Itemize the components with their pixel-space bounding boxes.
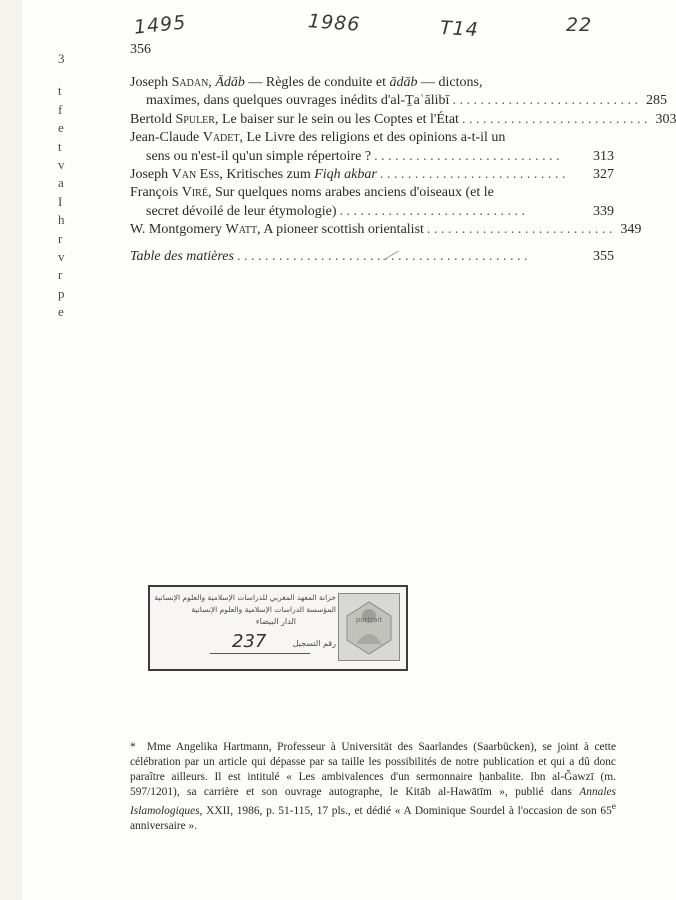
portrait-label: portrait (355, 616, 383, 624)
toc-entry (130, 184, 614, 221)
author-first-name: Joseph (130, 167, 169, 183)
footnote-text: , XXII, 1986, p. 51-115, 17 pls., et dédié « A Dominique Sourdel à l'occasion de son 65 (199, 805, 612, 818)
margin-letter: r (58, 267, 63, 283)
page-edge-shade (0, 0, 22, 900)
dot-leader: . . . . . . . . . . . . . . . . . . . . . . . . . . . (461, 111, 648, 127)
entry-title: sens ou n'est-il qu'un simple répertoire ? (146, 148, 372, 164)
entry-title-italic: Table des matières (130, 248, 234, 264)
entry-page: 327 (593, 167, 614, 183)
author-last-name: Watt (225, 222, 258, 238)
author-first-name: Jean-Claude (130, 130, 200, 146)
footnote-text: Mme Angelika Hartmann, Professeur à Universität des Saarlandes (Saarbücken), se joint à cette célébration par un article qui dépasse par sa taille les possibilités de notre publication et qui a dû donc paraître ailleurs. Il est intitulé « Les ambivalences d'un sermonnaire ḥanbalite. Ibn al-Ǧawzī (m. 597/1201), sa carrière et son ouvrage autographe, le Kitāb al-Hawātīm », publié dans (130, 741, 616, 799)
author-last-name: Spuler (175, 111, 215, 127)
footnote-superscript: e (611, 802, 616, 813)
margin-letter: h (58, 212, 65, 228)
margin-letter: e (58, 304, 64, 320)
margin-letter: v (58, 156, 65, 172)
stamp-reg-underline (210, 653, 310, 654)
margin-letter: a (58, 175, 64, 191)
footnote-journal: Annales Islamologiques (130, 786, 616, 818)
author-last-name: Sadan (171, 75, 209, 90)
entry-page: 313 (593, 148, 614, 164)
dot-leader: . . . . . . . . . . . . . . . . . . . . . . . . . . . (426, 222, 613, 238)
entry-title: , Sur quelques noms arabes anciens d'oiseaux (et le (207, 185, 494, 201)
entry-page: 349 (620, 222, 642, 238)
dot-leader: . . . . . . . . . . . . . . . . . . . . . . . . . . . (339, 203, 525, 219)
handwritten-mark: 22 (566, 14, 593, 36)
handwritten-mark: 1986 (307, 10, 362, 36)
stamp-reg-number: 237 (232, 631, 267, 652)
stamp-text: خزانة المعهد المغربي للدراسات الإسلامية والعلوم الإنسانية (154, 593, 336, 602)
toc-entry (130, 111, 676, 129)
margin-letter: r (58, 230, 63, 246)
margin-letter: t (58, 138, 62, 154)
margin-letter: I (58, 193, 63, 209)
author-first-name: Joseph (130, 75, 169, 90)
author-last-name: Van Ess (171, 167, 220, 183)
entry-title: maximes, dans quelques ouvrages inédits d'al-Ṯaʿālibī (146, 93, 450, 109)
library-stamp (148, 585, 408, 671)
stamp-reg-label: رقم التسجيل (292, 639, 336, 648)
entry-title: , Le Livre des religions et des opinions a-t-il un (239, 130, 506, 146)
entry-page: 355 (593, 248, 614, 264)
stamp-text: الدار البيضاء (255, 617, 296, 626)
stamp-text: المؤسسة الدراسات الإسلامية والعلوم الإنسانية (191, 605, 336, 614)
entry-title: , Kritisches zum (219, 167, 315, 183)
dot-leader: . . . . . . . . . . . . . . . . . . . . . . . . . . . (379, 167, 566, 183)
entry-page: 303 (655, 111, 676, 127)
entry-title: secret dévoilé de leur étymologie) (146, 203, 337, 219)
entry-title: , Le baiser sur le sein ou les Coptes et l'État (214, 111, 459, 127)
handwritten-mark: T14 (439, 16, 480, 42)
toc-entry (130, 129, 614, 166)
margin-letter: t (58, 83, 62, 99)
footnote-text: anniversaire ». (130, 820, 198, 833)
entry-title-italic: Ādāb (215, 75, 245, 90)
margin-letter: f (58, 101, 63, 117)
toc-entry (130, 166, 614, 184)
handwritten-mark: 1495 (132, 11, 188, 39)
entry-page: 339 (593, 203, 614, 219)
entry-title: , A pioneer scottish orientalist (257, 222, 424, 238)
margin-letter: e (58, 120, 64, 136)
dot-leader: . . . . . . . . . . . . . . . . . . . . . . . . . . . (374, 148, 560, 164)
toc-entry (130, 248, 614, 266)
author-last-name: Vadet (202, 130, 240, 146)
entry-title-italic: ādāb (389, 75, 418, 90)
entry-title: — dictons, (417, 75, 483, 90)
entry-title-italic: Fiqh akbar (314, 167, 377, 183)
entry-page: 285 (645, 93, 667, 109)
author-first-name: W. Montgomery (130, 222, 223, 238)
author-last-name: Viré (181, 185, 208, 201)
table-of-contents (130, 74, 676, 266)
previous-page-margin (58, 50, 72, 321)
margin-letter: v (58, 248, 65, 264)
dot-leader: . . . . . . . . . . . . . . . . . . . . . . . . . . . . . . . . . . . . . . . . . . (236, 248, 528, 264)
author-first-name: Bertold (130, 111, 172, 127)
toc-entry (130, 221, 642, 239)
footnote (130, 740, 616, 834)
portrait-image-icon (339, 594, 399, 660)
stamp-portrait-photo (338, 593, 400, 661)
dot-leader: . . . . . . . . . . . . . . . . . . . . . . . . . . . (452, 93, 638, 109)
page-number: 356 (130, 42, 151, 57)
toc-entry: Joseph Sadan, Ādāb — Règles de conduite et ādāb — dictons, maximes, dans quelques ouvrages inédits d'al-Ṯaʿālibī . . . . . . . . . . . . . . . . . . . . . . . . . . . 285 (130, 74, 614, 111)
footnote-marker: * (130, 741, 136, 753)
author-first-name: François (130, 185, 179, 201)
margin-letter: p (58, 285, 65, 301)
entry-title: — Règles de conduite et (244, 75, 390, 90)
margin-letter: 3 (58, 51, 65, 66)
